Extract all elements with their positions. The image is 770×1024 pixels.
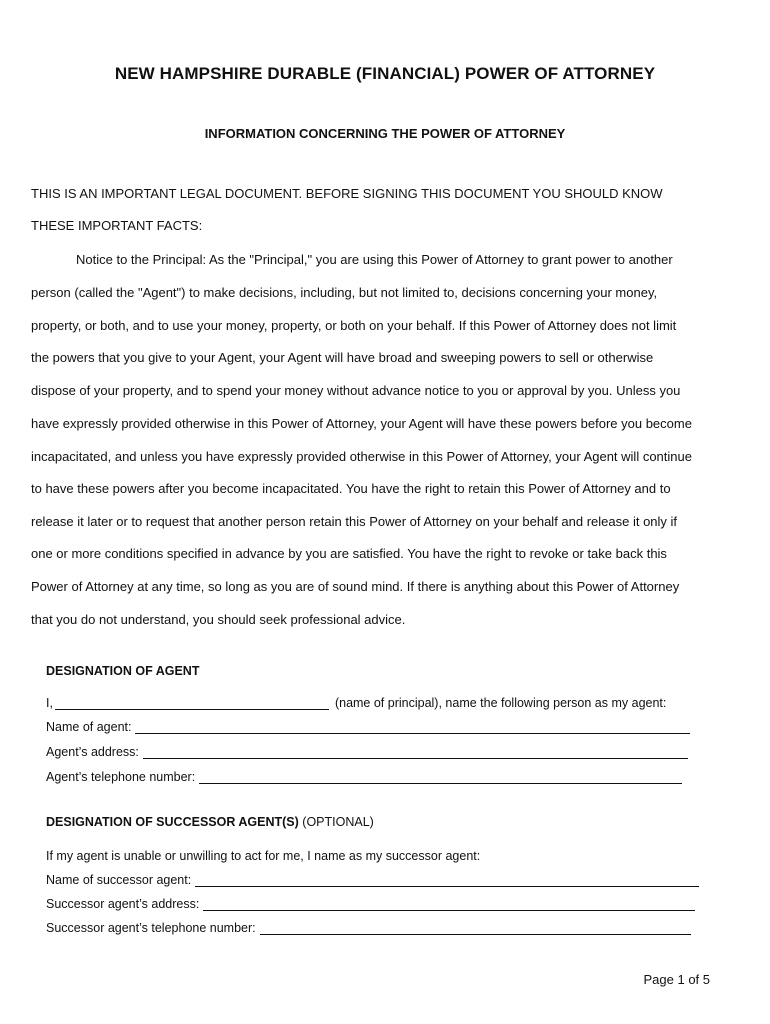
successor-address-field[interactable] (203, 898, 695, 911)
agent-phone-label: Agent’s telephone number: (46, 770, 196, 784)
successor-name-label: Name of successor agent: (46, 873, 192, 887)
successor-intro-text: If my agent is unable or unwilling to act for me, I name as my successor agent: (46, 849, 481, 863)
agent-address-label: Agent’s address: (46, 745, 139, 759)
principal-name-field[interactable] (55, 697, 329, 710)
notice-line: incapacitated, and unless you have expressly provided otherwise in this Power of Attorney, your Agent will continue (31, 449, 692, 464)
page-number: Page 1 of 5 (643, 972, 710, 987)
successor-heading (46, 815, 374, 829)
warning-line: THIS IS AN IMPORTANT LEGAL DOCUMENT. BEFORE SIGNING THIS DOCUMENT YOU SHOULD KNOW (31, 186, 663, 201)
agent-heading: DESIGNATION OF AGENT (46, 664, 200, 678)
agent-address-row (46, 745, 688, 759)
notice-line: Notice to the Principal: As the "Principal," you are using this Power of Attorney to grant power to another (76, 252, 673, 267)
notice-line: release it later or to request that another person retain this Power of Attorney on your behalf and release it only if (31, 514, 678, 529)
successor-address-label: Successor agent’s address: (46, 897, 200, 911)
agent-name-label: Name of agent: (46, 720, 132, 734)
section-subtitle: INFORMATION CONCERNING THE POWER OF ATTORNEY (204, 126, 566, 141)
principal-prefix: I, (46, 696, 53, 710)
successor-phone-field[interactable] (260, 922, 691, 935)
notice-line: property, or both, and to use your money, property, or both on your behalf. If this Power of Attorney does not limit (31, 318, 677, 333)
agent-name-row (46, 720, 690, 734)
successor-heading-text: DESIGNATION OF SUCCESSOR AGENT(S) (46, 815, 299, 829)
successor-name-row (46, 873, 699, 887)
notice-line: the powers that you give to your Agent, your Agent will have broad and sweeping powers to sell or otherwise (31, 350, 654, 365)
notice-line: dispose of your property, and to spend your money without advance notice to you or approval by you. Unless you (31, 383, 681, 398)
agent-address-field[interactable] (143, 746, 688, 759)
successor-phone-row (46, 921, 691, 935)
agent-name-field[interactable] (135, 721, 690, 734)
successor-name-field[interactable] (195, 874, 699, 887)
successor-heading-optional: (OPTIONAL) (302, 815, 374, 829)
successor-intro (46, 849, 480, 863)
notice-line: Power of Attorney at any time, so long as you are of sound mind. If there is anything about this Power of Attorney (31, 579, 680, 594)
successor-address-row (46, 897, 695, 911)
principal-line (46, 696, 666, 710)
notice-line: to have these powers after you become incapacitated. You have the right to retain this Power of Attorney and to (31, 481, 671, 496)
agent-phone-row (46, 770, 682, 784)
notice-line: have expressly provided otherwise in this Power of Attorney, your Agent will have these powers before you become (31, 416, 692, 431)
warning-line: THESE IMPORTANT FACTS: (31, 218, 203, 233)
notice-line: that you do not understand, you should seek professional advice. (31, 612, 406, 627)
notice-line: one or more conditions specified in advance by you are satisfied. You have the right to revoke or take back this (31, 546, 667, 561)
page-title: NEW HAMPSHIRE DURABLE (FINANCIAL) POWER OF ATTORNEY (114, 64, 656, 83)
successor-phone-label: Successor agent’s telephone number: (46, 921, 256, 935)
agent-phone-field[interactable] (199, 771, 682, 784)
principal-suffix: (name of principal), name the following person as my agent: (334, 696, 667, 710)
notice-line: person (called the "Agent") to make decisions, including, but not limited to, decisions concerning your money, (31, 285, 658, 300)
